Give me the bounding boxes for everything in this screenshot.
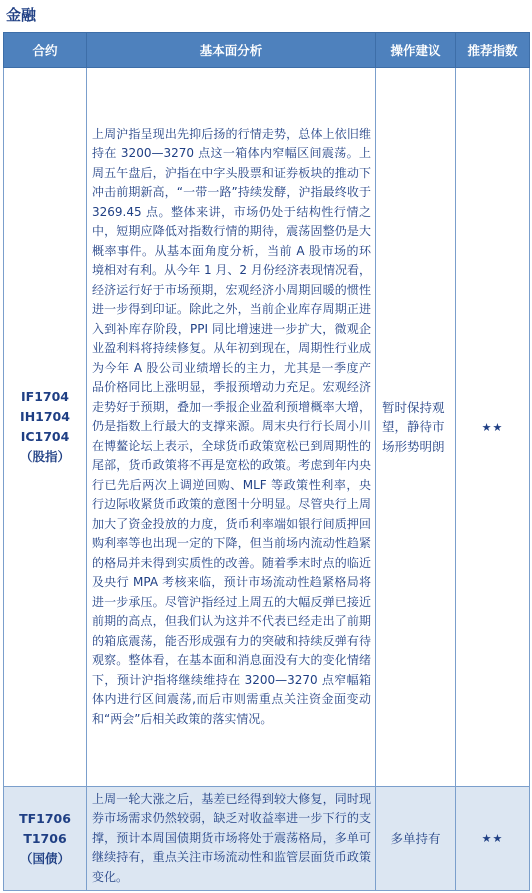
header-analysis: 基本面分析 — [87, 33, 376, 68]
table-row — [4, 787, 530, 891]
table-row — [4, 68, 530, 787]
contract-type: （股指） — [19, 449, 70, 464]
table-header-row — [4, 33, 530, 68]
header-suggestion: 操作建议 — [376, 33, 456, 68]
rating-stars: ★★ — [456, 787, 530, 891]
rating-stars: ★★ — [456, 68, 530, 787]
contract-code: IC1704 — [20, 429, 70, 444]
suggestion-cell: 暂时保持观望，静待市场形势明朗 — [376, 68, 456, 787]
header-rating: 推荐指数 — [456, 33, 530, 68]
contract-code: IH1704 — [20, 409, 70, 424]
futures-table — [3, 32, 530, 891]
contract-type: （国债） — [19, 850, 70, 866]
analysis-cell: 上周沪指呈现出先抑后扬的行情走势，总体上依旧维持在 3200—3270 点这一箱体内窄幅区间震荡。上周五午盘后，沪指在中字头股票和证券板块的推动下冲击前期新高，“一带一路”持续发酵，沪指最终收于 3269.45 点。整体来讲，市场仍处于结构性行情之中，短期应降低对指数行情的期待，震荡固整仍是大概率事件。从基本面角度分析，当前 A 股市场的环境相对有利。从今年 1 月、2 月份经济表现情况看，经济运行好于市场预期，宏观经济小周期回暖的惯性进一步得到印证。除此之外，当前企业库存周期正进入到补库存阶段，PPI 同比增速进一步扩大，微观企业盈利料将持续修复。从年初到现在，周期性行业成为今年 A 股公司业绩增长的主力，尤其是一季度产品价格同比上涨明显，季报预增动力充足。宏观经济走势好于预期，叠加一季报企业盈利预增概率大增，仍是指数上行最大的支撑来源。周末央行行长周小川在博鳌论坛上表示，全球货币政策宽松已到周期性的尾部，货币政策将不再是宽松的政策。考虑到年内央行已先后两次上调逆回购、MLF 等政策性利率，央行边际收紧货币政策的意图十分明显。尽管央行上周加大了资金投放的力度，货币利率端如银行间质押回购利率等也出现一定的下降，但当前场内流动性趋紧的格局并未得到实质性的改善。随着季末时点的临近及央行 MPA 考核来临，预计市场流动性趋紧格局将进一步承压。尽管沪指经过上周五的大幅反弹已接近前期的高点，但我们认为这并不代表已经走出了前期的箱底震荡，能否形成强有力的突破和持续反弹有待观察。整体看，在基本面和消息面没有大的变化情绪下，预计沪指将继续维持在 3200—3270 点窄幅箱体内进行区间震荡,而后市则需重点关注资金面变动和“两会”后相关政策的落实情况。 — [87, 68, 376, 787]
contract-cell — [4, 787, 87, 891]
analysis-cell: 上周一轮大涨之后，基差已经得到较大修复，同时现券市场需求仍然较弱，缺乏对收益率进一步下行的支撑，预计本周国债期货市场将处于震荡格局，多单可继续持有，重点关注市场流动性和监管层面货币政策变化。 — [87, 787, 376, 891]
contract-code: T1706 — [23, 830, 67, 846]
contract-code: TF1706 — [19, 810, 71, 826]
contract-code: IF1704 — [21, 389, 69, 404]
suggestion-cell: 多单持有 — [376, 787, 456, 891]
header-contract: 合约 — [4, 33, 87, 68]
contract-cell — [4, 68, 87, 787]
section-title: 金融 — [6, 6, 37, 24]
